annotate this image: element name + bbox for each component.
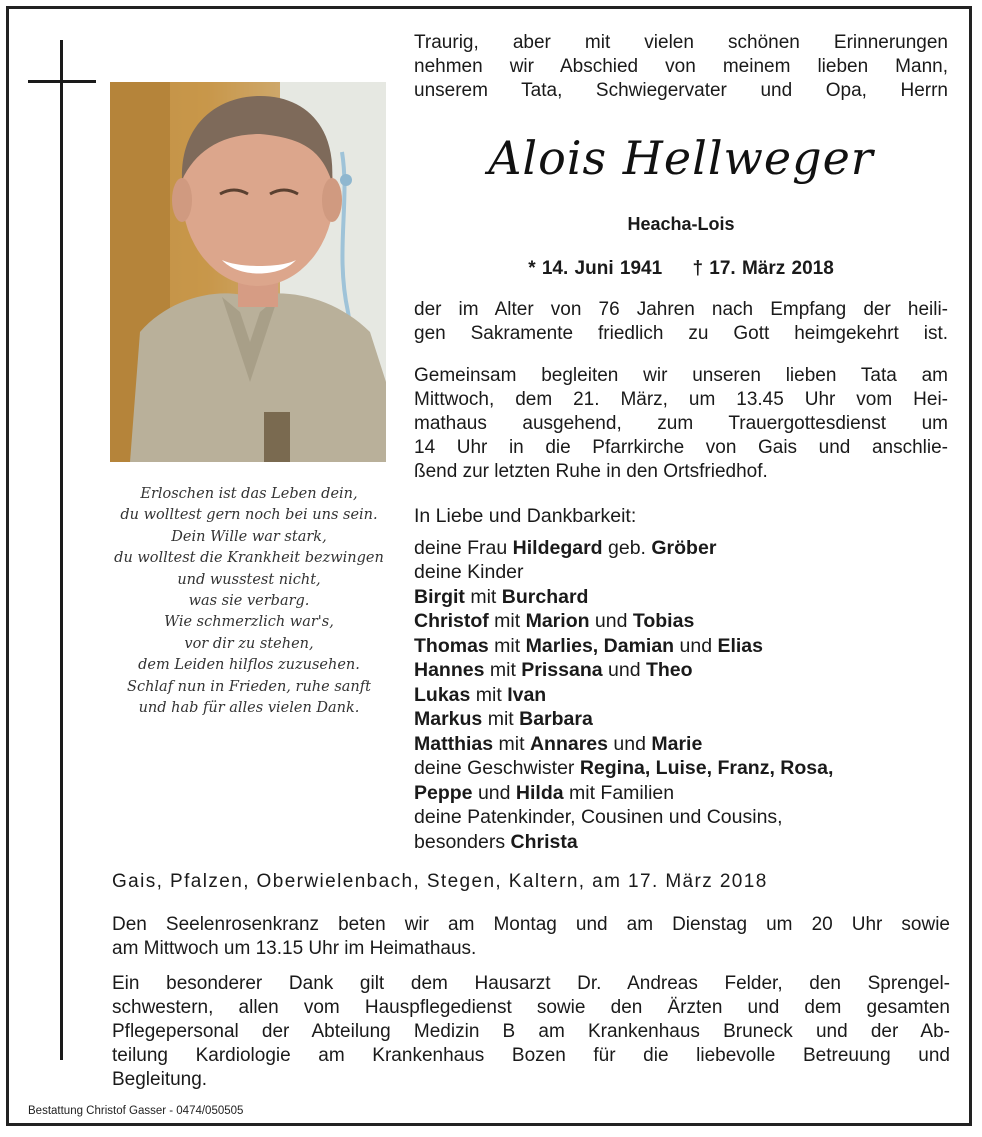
portrait-photo	[110, 82, 386, 462]
intro-text	[414, 31, 948, 103]
poem-line: Schlaf nun in Frieden, ruhe sanft	[127, 678, 371, 695]
family-line-children-label: deine Kinder	[414, 561, 524, 583]
poem-line: vor dir zu stehen,	[184, 635, 314, 652]
paragraph-line: Begleitung.	[112, 1069, 208, 1090]
paragraph-line: schwestern, allen vom Hauspflegedienst sowie den Ärzten und dem gesamten	[112, 997, 950, 1018]
family-line: Christof mit Marion und Tobias	[414, 610, 695, 632]
family-line: Markus mit Barbara	[414, 708, 593, 730]
paragraph-line: mathaus ausgehend, zum Trauergottesdienst um	[414, 413, 948, 434]
paragraph-line: Pflegepersonal der Abteilung Medizin B am Krankenhaus Bruneck und der Ab-	[112, 1021, 950, 1042]
funeral-home-footer: Bestattung Christof Gasser - 0474/050505	[28, 1105, 244, 1117]
passing-paragraph	[414, 298, 948, 346]
paragraph-line: Ein besonderer Dank gilt dem Hausarzt Dr. Andreas Felder, den Sprengel-	[112, 973, 950, 994]
place-and-date	[112, 870, 950, 894]
poem-line: Erloschen ist das Leben dein,	[140, 486, 358, 502]
portrait-illustration	[110, 82, 386, 462]
deceased-name: Alois Hellweger	[488, 131, 874, 185]
family-line-spouse: deine Frau Hildegard geb. Gröber	[414, 536, 717, 559]
intro-line: Traurig, aber mit vielen schönen Erinnerungen	[414, 32, 948, 53]
death-date: † 17. März 2018	[692, 258, 834, 279]
family-line: Matthias mit Annares und Marie	[414, 732, 703, 755]
family-line: Hannes mit Prissana und Theo	[414, 659, 693, 681]
family-line-godchildren: deine Patenkinder, Cousinen und Cousins,	[414, 806, 783, 828]
poem-line: Dein Wille war stark,	[171, 528, 327, 545]
paragraph-line: ßend zur letzten Ruhe in den Ortsfriedhof.	[414, 461, 768, 482]
cross-icon	[60, 40, 63, 1060]
nickname: Heacha-Lois	[627, 214, 735, 234]
poem-line: Wie schmerzlich war's,	[164, 614, 334, 631]
cross-icon-bar	[28, 80, 96, 83]
paragraph-line: der im Alter von 76 Jahren nach Empfang der heili-	[414, 299, 948, 320]
paragraph-line: am Mittwoch um 13.15 Uhr im Heimathaus.	[112, 938, 477, 959]
paragraph-line: 14 Uhr in die Pfarrkirche von Gais und anschlie-	[414, 437, 948, 458]
family-line: besonders Christa	[414, 830, 578, 853]
paragraph-line: Gemeinsam begleiten wir unseren lieben Tata am	[414, 365, 948, 386]
family-line: Birgit mit Burchard	[414, 585, 589, 608]
family-line: Lukas mit Ivan	[414, 683, 547, 706]
thanks-intro: In Liebe und Dankbarkeit:	[414, 505, 637, 527]
funeral-paragraph	[414, 364, 948, 484]
family-list	[414, 504, 948, 854]
family-line: Peppe und Hilda mit Familien	[414, 781, 675, 804]
poem-line: dem Leiden hilflos zuzusehen.	[138, 657, 360, 674]
intro-line: nehmen wir Abschied von meinem lieben Mann,	[414, 56, 948, 77]
intro-line: unserem Tata, Schwiegervater und Opa, Herrn	[414, 80, 948, 101]
poem-line: und hab für alles vielen Dank.	[138, 700, 360, 717]
birth-date: * 14. Juni 1941	[528, 258, 663, 279]
gratitude-paragraph	[112, 972, 950, 1092]
family-line: Thomas mit Marlies, Damian und Elias	[414, 634, 764, 657]
poem-line: du wolltest gern noch bei uns sein.	[120, 507, 378, 524]
paragraph-line: teilung Kardiologie am Krankenhaus Bozen für die liebevolle Betreuung und	[112, 1045, 950, 1066]
rosary-paragraph	[112, 913, 950, 961]
paragraph-line: Mittwoch, dem 21. März, um 13.45 Uhr vom Hei-	[414, 389, 948, 410]
poem-line: was sie verbarg.	[188, 593, 310, 610]
paragraph-line: Den Seelenrosenkranz beten wir am Montag und am Dienstag um 20 Uhr sowie	[112, 914, 950, 935]
life-dates	[414, 258, 948, 280]
poem-line: und wusstest nicht,	[177, 571, 321, 588]
paragraph-line: gen Sakramente friedlich zu Gott heimgekehrt ist.	[414, 323, 948, 344]
poem-line: du wolltest die Krankheit bezwingen	[114, 550, 384, 567]
place-date-line: Gais, Pfalzen, Oberwielenbach, Stegen, Kaltern, am 17. März 2018	[112, 871, 768, 892]
family-line-siblings: deine Geschwister Regina, Luise, Franz, Rosa,	[414, 757, 834, 779]
memorial-poem	[100, 484, 398, 719]
